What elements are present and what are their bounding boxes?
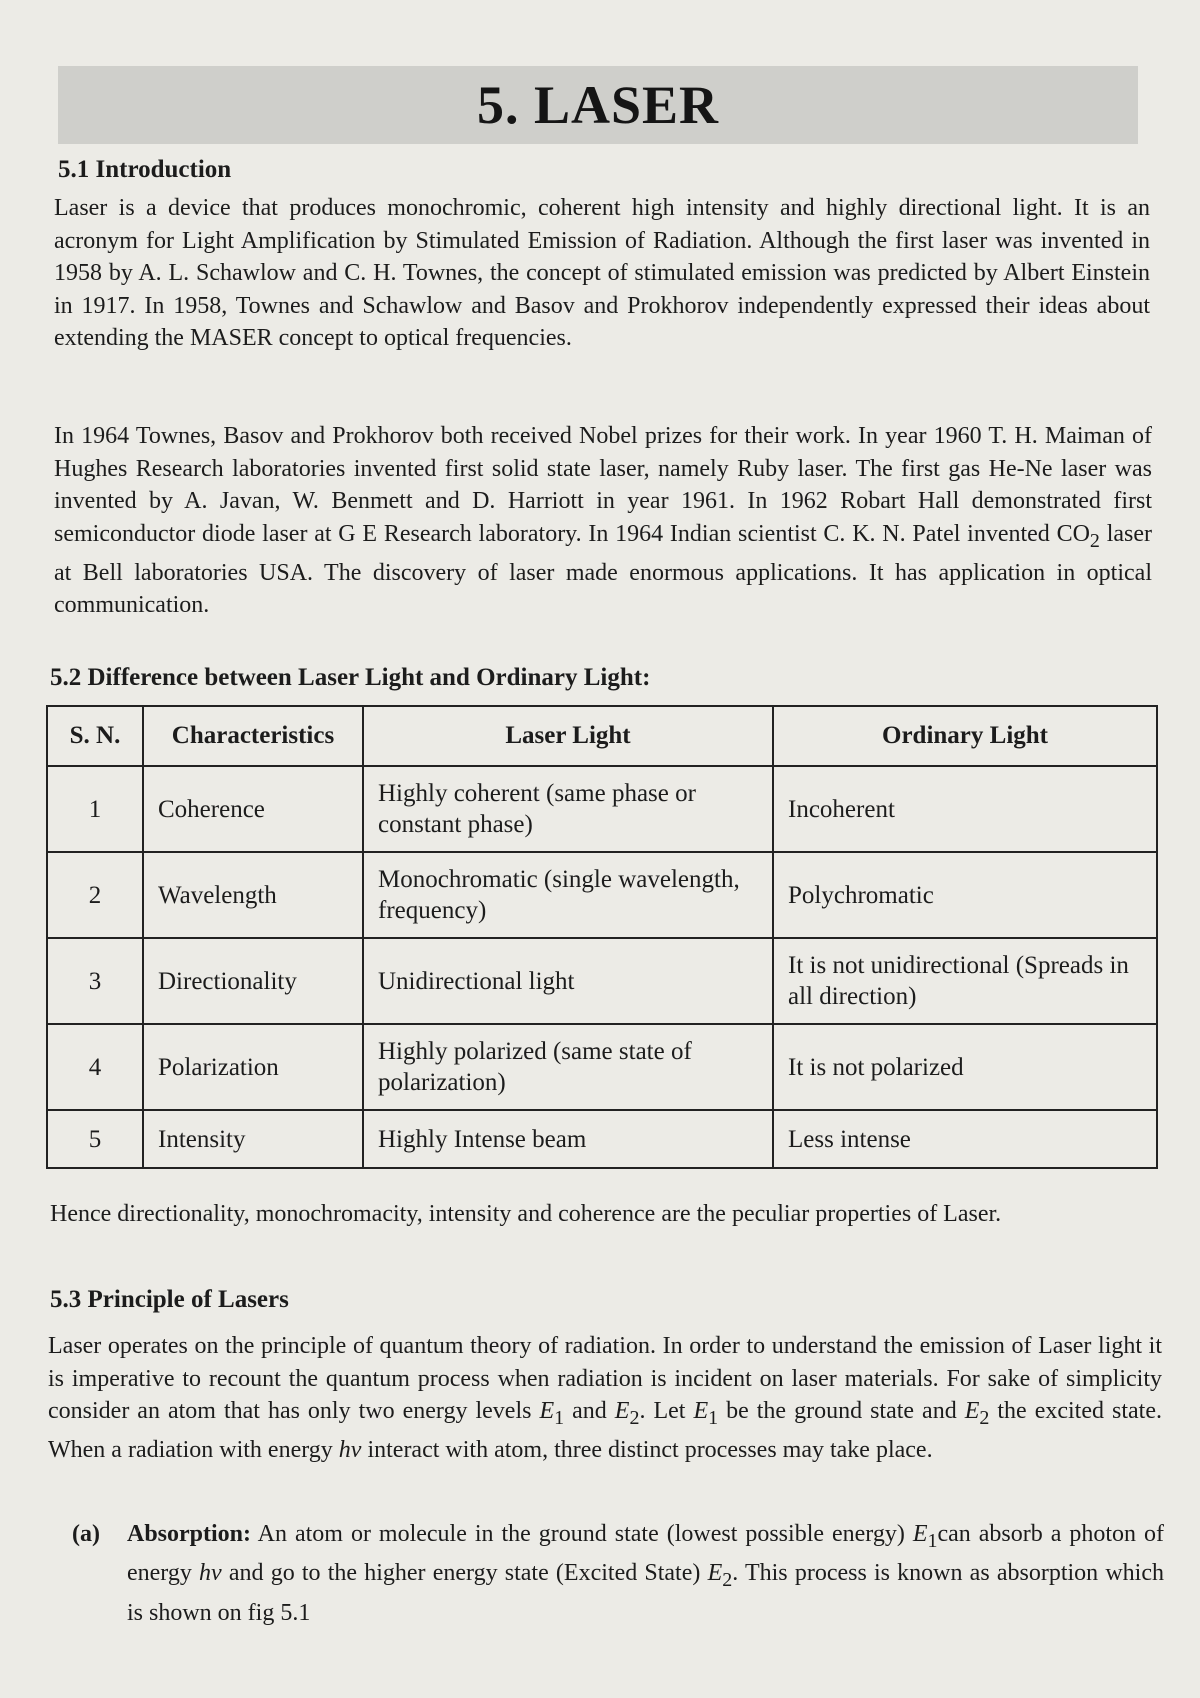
intro-paragraph-2 bbox=[54, 420, 1152, 622]
header-sn: S. N. bbox=[47, 706, 143, 766]
intro-paragraph-1: Laser is a device that produces monochromic, coherent high intensity and highly directional light. It is an acronym for Light Amplification by Stimulated Emission of Radiation. Although the first laser was invented in 1958 by A. L. Schawlow and C. H. Townes, the concept of stimulated emission was predicted by Albert Einstein in 1917. In 1958, Townes and Schawlow and Basov and Prokhorov independently expressed their ideas about extending the MASER concept to optical frequencies. bbox=[54, 195, 1150, 351]
cell-laser: Highly polarized (same state of polarization) bbox=[363, 1024, 773, 1110]
cell-ordinary: Polychromatic bbox=[773, 852, 1157, 938]
table-row bbox=[47, 938, 1157, 1024]
cell-characteristic: Intensity bbox=[143, 1110, 363, 1168]
cell-ordinary: Less intense bbox=[773, 1110, 1157, 1168]
chapter-title: 5. LASER bbox=[476, 75, 720, 135]
principle-paragraph: Laser operates on the principle of quantum theory of radiation. In order to understand the emission of Laser light it is imperative to recount the quantum process when radiation is incident on laser materials. For sake of simplicity consider an atom that has only two energy levels $E_1$ and $E_2$. Let $E_1$ be the ground state and $E_2$ the excited state. When a radiation with energy hv interact with atom, three distinct processes may take place. bbox=[48, 1333, 1162, 1464]
cell-laser: Unidirectional light bbox=[363, 938, 773, 1024]
difference-table bbox=[46, 705, 1158, 1169]
table-row bbox=[47, 1024, 1157, 1110]
header-ordinary-light: Ordinary Light bbox=[773, 706, 1157, 766]
cell-ordinary: It is not polarized bbox=[773, 1024, 1157, 1110]
chapter-banner bbox=[58, 66, 1138, 144]
cell-sn: 2 bbox=[47, 852, 143, 938]
table-row bbox=[47, 766, 1157, 852]
cell-sn: 5 bbox=[47, 1110, 143, 1168]
header-characteristics: Characteristics bbox=[143, 706, 363, 766]
cell-sn: 1 bbox=[47, 766, 143, 852]
list-marker: (a) bbox=[72, 1521, 100, 1547]
cell-sn: 4 bbox=[47, 1024, 143, 1110]
cell-characteristic: Coherence bbox=[143, 766, 363, 852]
section-heading-principle: 5.3 Principle of Lasers bbox=[50, 1286, 289, 1313]
absorption-text: Absorption: An atom or molecule in the ground state (lowest possible energy) $E_1can$ absorb a photon of energy hv and go to the higher energy state (Excited State) $E_2$. This process is known as absorption which is shown on fig 5.1 bbox=[127, 1521, 1164, 1626]
cell-ordinary: Incoherent bbox=[773, 766, 1157, 852]
co2-subscript: 2 bbox=[1089, 529, 1100, 552]
difference-conclusion: Hence directionality, monochromacity, intensity and coherence are the peculiar properties of Laser. bbox=[50, 1201, 1002, 1227]
table-row bbox=[47, 1110, 1157, 1168]
table-row bbox=[47, 852, 1157, 938]
cell-laser: Highly Intense beam bbox=[363, 1110, 773, 1168]
cell-characteristic: Directionality bbox=[143, 938, 363, 1024]
cell-characteristic: Wavelength bbox=[143, 852, 363, 938]
section-heading-introduction: 5.1 Introduction bbox=[58, 156, 232, 183]
cell-ordinary: It is not unidirectional (Spreads in all direction) bbox=[773, 938, 1157, 1024]
header-laser-light: Laser Light bbox=[363, 706, 773, 766]
table-header-row bbox=[47, 706, 1157, 766]
cell-laser: Highly coherent (same phase or constant phase) bbox=[363, 766, 773, 852]
cell-characteristic: Polarization bbox=[143, 1024, 363, 1110]
cell-laser: Monochromatic (single wavelength, frequency) bbox=[363, 852, 773, 938]
intro-paragraph-2-part-a: In 1964 Townes, Basov and Prokhorov both received Nobel prizes for their work. In year 1960 T. H. Maiman of Hughes Research laboratories invented first solid state laser, namely Ruby laser. The first gas He-Ne laser was invented by A. Javan, W. Benmett and D. Harriott in year 1961. In 1962 Robart Hall demonstrated first semiconductor diode laser at G E Research laboratory. In 1964 Indian scientist C. K. N. Patel invented CO bbox=[54, 423, 1152, 547]
absorption-list-item bbox=[72, 1518, 1164, 1629]
cell-sn: 3 bbox=[47, 938, 143, 1024]
section-heading-difference: 5.2 Difference between Laser Light and Ordinary Light: bbox=[50, 664, 651, 691]
intro-paragraph-2-part-b: laser at Bell laboratories USA. The discovery of laser made enormous applications. It has application in optical communication. bbox=[54, 520, 1152, 619]
